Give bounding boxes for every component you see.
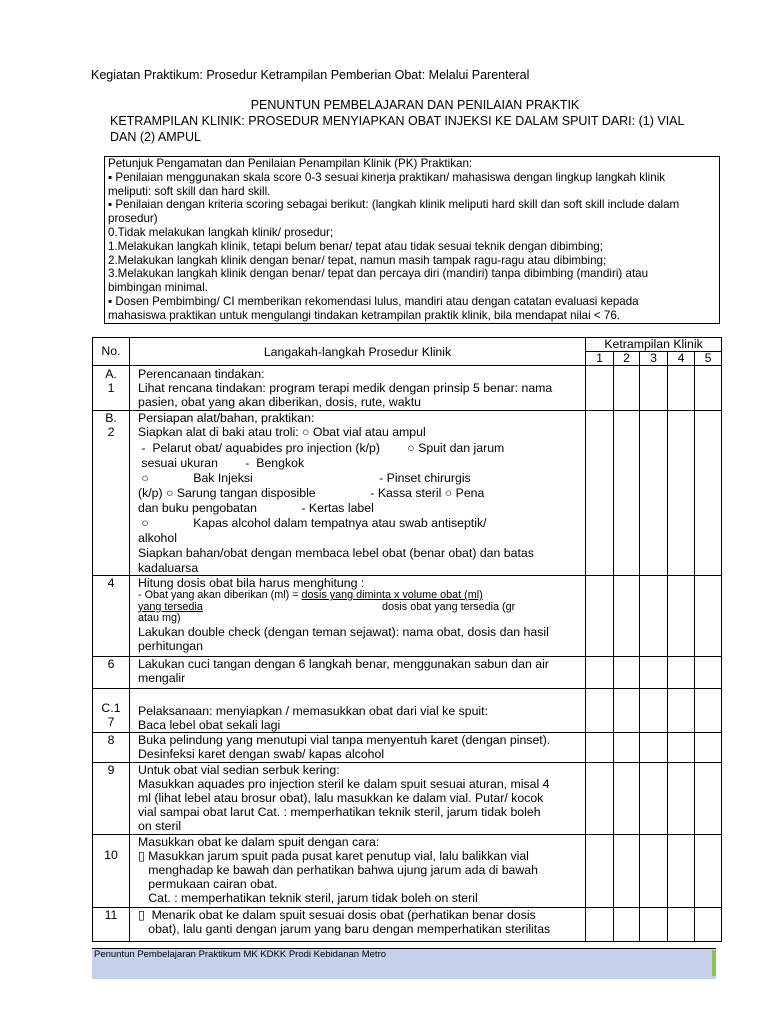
dose-formula (138, 590, 585, 602)
header-skill: Ketrampilan Klinik (586, 338, 722, 352)
step-line: Lihat rencana tindakan: program terapi medik dengan prinsip 5 benar: nama (138, 381, 553, 396)
score-cell[interactable] (614, 733, 640, 762)
row-number-line: 10 (104, 847, 118, 862)
step-cell (130, 688, 586, 732)
step-line: Masukkan aquades pro injection steril ke dalam spuit sesuai aturan, misal 4 (138, 776, 550, 791)
step-line: pasien, obat yang akan diberikan, dosis, rute, waktu (138, 395, 422, 410)
score-cell[interactable] (695, 907, 722, 941)
step-line: Masukkan obat ke dalam spuit dengan cara: (138, 834, 380, 849)
step-line: ○ Bak Injeksi - Pinset chirurgis (138, 471, 471, 486)
instructions-box (104, 156, 720, 324)
row-number-line: 9 (107, 762, 115, 777)
instruction-line: ▪ Penilaian menggunakan skala score 0-3 sesuai kinerja praktikan/ mahasiswa dengan lingkup langkah klinik (108, 170, 666, 184)
score-cell[interactable] (695, 656, 722, 688)
procedure-table (92, 337, 722, 942)
instruction-line: bimbingan minimal. (108, 281, 208, 295)
step-line: Baca lebel obat sekali lagi (138, 718, 281, 733)
score-cell[interactable] (668, 762, 695, 834)
score-cell[interactable] (586, 762, 614, 834)
score-cell[interactable] (614, 575, 640, 656)
row-number (93, 411, 130, 576)
row-number (93, 834, 130, 907)
step-line: ml (lihat lebel atau brosur obat), lalu masukkan ke dalam vial. Putar/ kocok (138, 791, 544, 806)
score-cell[interactable] (640, 366, 668, 411)
row-number-line: 7 (107, 714, 115, 729)
score-cell[interactable] (586, 575, 614, 656)
step-line: ▯ Menarik obat ke dalam spuit sesuai dosis obat (perhatikan benar dosis (138, 907, 536, 922)
score-cell[interactable] (695, 411, 722, 576)
score-cell[interactable] (640, 656, 668, 688)
step-line: Lakukan cuci tangan dengan 6 langkah benar, menggunakan sabun dan air (138, 656, 549, 671)
table-row (93, 834, 722, 907)
table-row (93, 762, 722, 834)
row-number-line: C.1 (101, 700, 121, 715)
step-line: vial sampai obat larut Cat. : memperhatikan teknik steril, jarum tidak boleh (138, 805, 541, 820)
row-number-line: 2 (107, 424, 115, 439)
score-cell[interactable] (668, 656, 695, 688)
row-number-line: 8 (107, 733, 115, 748)
footer-accent (712, 950, 716, 976)
score-cell[interactable] (668, 575, 695, 656)
instruction-line: mahasiswa praktikan untuk mengulangi tindakan ketrampilan praktik klinik, bila mendapat nilai < 76. (108, 308, 621, 322)
score-cell[interactable] (640, 688, 668, 732)
row-number (93, 907, 130, 941)
step-line: perhitungan (138, 638, 203, 653)
score-col-4: 4 (668, 352, 695, 366)
score-cell[interactable] (695, 688, 722, 732)
table-row (93, 575, 722, 656)
score-cell[interactable] (614, 688, 640, 732)
row-number-line: 4 (107, 575, 115, 590)
step-line: - Pelarut obat/ aquabides pro injection (k/p) ○ Spuit dan jarum (138, 441, 505, 456)
score-cell[interactable] (614, 907, 640, 941)
score-cell[interactable] (586, 411, 614, 576)
score-cell[interactable] (695, 762, 722, 834)
score-cell[interactable] (640, 575, 668, 656)
score-col-5: 5 (695, 352, 722, 366)
step-line: Desinfeksi karet dengan swab/ kapas alcohol (138, 747, 385, 762)
score-cell[interactable] (586, 656, 614, 688)
step-line: kadaluarsa (138, 560, 199, 575)
row-number (93, 762, 130, 834)
instruction-line: 3.Melakukan langkah klinik dengan benar/ tepat dan percaya diri (mandiri) tanpa dibimbing (mandiri) atau (108, 267, 649, 281)
score-cell[interactable] (614, 834, 640, 907)
instruction-line: meliputi: soft skill dan hard skill. (108, 184, 271, 198)
step-line: Buka pelindung yang menutupi vial tanpa menyentuh karet (dengan pinset). (138, 733, 551, 748)
page-header: Kegiatan Praktikum: Prosedur Ketrampilan Pemberian Obat: Melalui Parenteral (91, 68, 530, 82)
step-line: Lakukan double check (dengan teman sejawat): nama obat, dosis dan hasil (138, 624, 549, 639)
formula-denominator-left: yang tersedia (138, 600, 203, 613)
title-line-3-text: DAN (2) AMPUL (110, 130, 201, 144)
instruction-line: ▪ Penilaian dengan kriteria scoring sebagai berikut: (langkah klinik meliputi hard skill dan soft skill include dalam (108, 198, 680, 212)
page-footer (92, 948, 716, 979)
score-cell[interactable] (668, 733, 695, 762)
row-number (93, 656, 130, 688)
table-header-row (93, 338, 722, 352)
step-line: alkohol (138, 531, 177, 546)
score-cell[interactable] (695, 834, 722, 907)
step-line: ○ Kapas alcohol dalam tempatnya atau swab antiseptik/ (138, 516, 487, 531)
step-cell (130, 656, 586, 688)
instruction-line: prosedur) (108, 212, 158, 226)
step-cell (130, 366, 586, 411)
score-cell[interactable] (695, 733, 722, 762)
step-line: Pelaksanaan: menyiapkan / memasukkan obat dari vial ke spuit: (138, 703, 488, 718)
row-number (93, 733, 130, 762)
header-steps: Langakah-langkah Prosedur Klinik (130, 338, 586, 366)
score-cell[interactable] (614, 656, 640, 688)
row-number-line: 1 (107, 380, 115, 395)
row-number (93, 366, 130, 411)
score-cell[interactable] (586, 834, 614, 907)
step-line: menghadap ke bawah dan perhatikan bahwa ujung jarum ada di bawah (138, 863, 538, 878)
instruction-line: 2.Melakukan langkah klinik dengan benar/ tepat, namun masih tampak ragu-ragu atau dibimbing; (108, 253, 607, 267)
step-line: Persiapan alat/bahan, praktikan: (138, 411, 315, 425)
title-line-1: PENUNTUN PEMBELAJARAN DAN PENILAIAN PRAKTIK (250, 98, 580, 112)
table-row (93, 907, 722, 941)
instruction-line: Petunjuk Pengamatan dan Penilaian Penampilan Klinik (PK) Praktikan: (108, 157, 473, 170)
row-number-line: 11 (104, 907, 118, 922)
instruction-line: 1.Melakukan langkah klinik, tetapi belum benar/ tepat atau tidak sesuai teknik dengan dibimbing; (108, 239, 603, 253)
step-cell (130, 411, 586, 576)
step-line: Cat. : memperhatikan teknik steril, jarum tidak boleh on steril (138, 891, 478, 906)
step-line: obat), lalu ganti dengan jarum yang baru dengan memperhatikan sterilitas (138, 921, 551, 936)
step-cell (130, 907, 586, 941)
score-col-3: 3 (640, 352, 668, 366)
score-cell[interactable] (586, 688, 614, 732)
step-line: Siapkan alat di baki atau troli: ○ Obat vial atau ampul (138, 425, 426, 440)
instruction-line: 0.Tidak melakukan langkah klinik/ prosedur; (108, 225, 334, 239)
formula-prefix: - Obat yang akan diberikan (ml) = (138, 589, 302, 602)
score-cell[interactable] (640, 762, 668, 834)
formula-numerator: dosis yang diminta x volume obat (ml) (301, 589, 483, 602)
instruction-line: ▪ Dosen Pembimbing/ CI memberikan rekomendasi lulus, mandiri atau dengan catatan evaluasi kepada (108, 294, 639, 308)
step-line: permukaan cairan obat. (138, 877, 278, 892)
table-row (93, 656, 722, 688)
dose-formula-denominator (138, 602, 585, 614)
score-cell[interactable] (695, 575, 722, 656)
row-number-line: A. (105, 367, 117, 381)
step-line: mengalir (138, 671, 186, 686)
step-cell (130, 733, 586, 762)
table-row (93, 411, 722, 576)
score-cell[interactable] (695, 366, 722, 411)
title-line-2 (110, 113, 710, 145)
score-cell[interactable] (640, 411, 668, 576)
score-cell[interactable] (614, 762, 640, 834)
score-cell[interactable] (640, 834, 668, 907)
row-number (93, 688, 130, 732)
score-cell[interactable] (668, 411, 695, 576)
score-cell[interactable] (614, 366, 640, 411)
score-cell[interactable] (668, 688, 695, 732)
step-line: ▯ Masukkan jarum spuit pada pusat karet penutup vial, lalu balikkan vial (138, 848, 529, 863)
score-cell[interactable] (614, 411, 640, 576)
row-number-line: 6 (107, 656, 115, 671)
score-cell[interactable] (640, 907, 668, 941)
score-cell[interactable] (668, 366, 695, 411)
score-cell[interactable] (586, 366, 614, 411)
table-row (93, 733, 722, 762)
step-cell (130, 762, 586, 834)
row-number-line: B. (105, 411, 117, 425)
step-line: Siapkan bahan/obat dengan membaca lebel obat (benar obat) dan batas (138, 546, 534, 561)
step-line: Hitung dosis obat bila harus menghitung : (138, 575, 365, 590)
step-cell (130, 834, 586, 907)
score-col-2: 2 (614, 352, 640, 366)
table-row (93, 366, 722, 411)
title-line-2-text: KETRAMPILAN KLINIK: PROSEDUR MENYIAPKAN OBAT INJEKSI KE DALAM SPUIT DARI: (1) VIAL (110, 114, 685, 128)
header-no: No. (93, 338, 130, 366)
footer-text: Penuntun Pembelajaran Praktikum MK KDKK Prodi Kebidanan Metro (94, 949, 387, 960)
score-col-1: 1 (586, 352, 614, 366)
row-number (93, 575, 130, 656)
formula-tail: atau mg) (138, 612, 181, 625)
table-row (93, 688, 722, 732)
step-cell (130, 575, 586, 656)
step-line: sesuai ukuran - Bengkok (138, 456, 305, 471)
score-cell[interactable] (586, 733, 614, 762)
score-cell[interactable] (668, 834, 695, 907)
step-line: Untuk obat vial sedian serbuk kering: (138, 762, 340, 777)
score-cell[interactable] (668, 907, 695, 941)
formula-denominator-right: dosis obat yang tersedia (gr (382, 600, 516, 613)
step-line: dan buku pengobatan - Kertas label (138, 501, 374, 516)
step-line: on steril (138, 819, 182, 834)
step-line: Perencanaan tindakan: (138, 367, 265, 381)
score-cell[interactable] (586, 907, 614, 941)
step-line: (k/p) ○ Sarung tangan disposible - Kassa steril ○ Pena (138, 486, 485, 501)
score-cell[interactable] (640, 733, 668, 762)
